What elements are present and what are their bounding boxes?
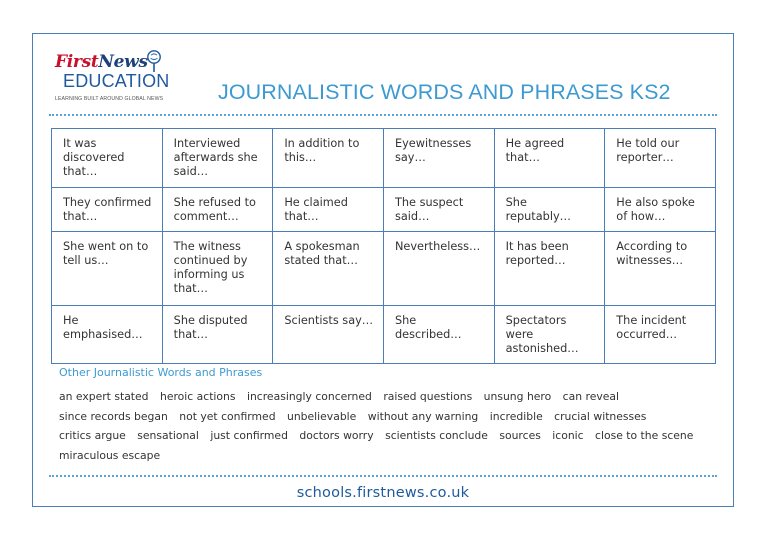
phrase-item: unbelievable xyxy=(286,409,357,423)
phrase-item: unsung hero xyxy=(483,390,552,403)
phrase-cell: Eyewitnesses say… xyxy=(383,129,494,188)
phrase-item: without any warning xyxy=(367,409,479,423)
logo-wordmark: FirstNews xyxy=(55,52,148,72)
phrase-item: heroic actions xyxy=(159,390,236,403)
phrase-item: sources xyxy=(499,429,541,442)
phrase-item: raised questions xyxy=(383,390,473,403)
phrase-item: an expert stated xyxy=(59,390,149,403)
phrase-cell: He told our reporter… xyxy=(605,129,716,188)
phrase-item: miraculous escape xyxy=(59,448,161,462)
grid-row xyxy=(52,188,716,232)
first-news-education-logo xyxy=(55,49,205,109)
phrase-cell: The suspect said… xyxy=(383,188,494,232)
phrase-cell: Interviewed afterwards she said… xyxy=(162,129,273,188)
phrase-item: iconic xyxy=(552,429,584,442)
phrase-cell: She refused to comment… xyxy=(162,188,273,232)
phrase-cell: She went on to tell us… xyxy=(52,232,163,306)
phrase-cell: Spectators were astonished… xyxy=(494,306,605,364)
dotted-divider-bottom xyxy=(49,475,717,477)
phrase-cell: He claimed that… xyxy=(273,188,384,232)
other-phrases-list xyxy=(59,387,714,465)
phrase-cell: Scientists say… xyxy=(273,306,384,364)
phrase-cell: They confirmed that… xyxy=(52,188,163,232)
phrase-item: doctors worry xyxy=(299,429,374,442)
page-title: JOURNALISTIC WORDS AND PHRASES KS2 xyxy=(218,80,671,104)
phrase-item: since records began xyxy=(59,409,168,423)
phrase-cell: In addition to this… xyxy=(273,129,384,188)
grid-row xyxy=(52,306,716,364)
footer-url: schools.firstnews.co.uk xyxy=(296,485,470,501)
logo-education: EDUCATION xyxy=(63,71,170,91)
phrase-cell: She reputably… xyxy=(494,188,605,232)
phrase-cell: He agreed that… xyxy=(494,129,605,188)
dotted-divider-top xyxy=(49,114,717,116)
grid-row xyxy=(52,232,716,306)
phrase-cell: Nevertheless… xyxy=(383,232,494,306)
phrase-item: can reveal xyxy=(562,390,619,403)
phrase-cell: A spokesman stated that… xyxy=(273,232,384,306)
phrase-item: just confirmed xyxy=(210,429,288,442)
phrase-item: not yet confirmed xyxy=(179,409,276,423)
phrases-grid xyxy=(51,128,716,364)
phrase-cell: It was discovered that… xyxy=(52,129,163,188)
phrase-cell: The witness continued by informing us that… xyxy=(162,232,273,306)
phrase-cell: She described… xyxy=(383,306,494,364)
grid-row xyxy=(52,129,716,188)
phrase-cell: He also spoke of how… xyxy=(605,188,716,232)
phrase-item: increasingly concerned xyxy=(246,390,372,403)
other-phrases-heading: Other Journalistic Words and Phrases xyxy=(59,366,263,379)
phrase-item: crucial witnesses xyxy=(554,409,647,423)
phrase-item: critics argue xyxy=(59,429,126,442)
phrase-cell: She disputed that… xyxy=(162,306,273,364)
phrase-item: incredible xyxy=(489,409,543,423)
phrase-cell: It has been reported… xyxy=(494,232,605,306)
phrase-item: sensational xyxy=(137,429,199,442)
phrase-cell: He emphasised… xyxy=(52,306,163,364)
worksheet-card xyxy=(32,33,734,507)
logo-tagline: LEARNING BUILT AROUND GLOBAL NEWS xyxy=(55,96,164,102)
phrase-cell: According to witnesses… xyxy=(605,232,716,306)
phrase-item: scientists conclude xyxy=(385,429,488,442)
phrase-item: close to the scene xyxy=(595,429,694,442)
phrase-cell: The incident occurred… xyxy=(605,306,716,364)
